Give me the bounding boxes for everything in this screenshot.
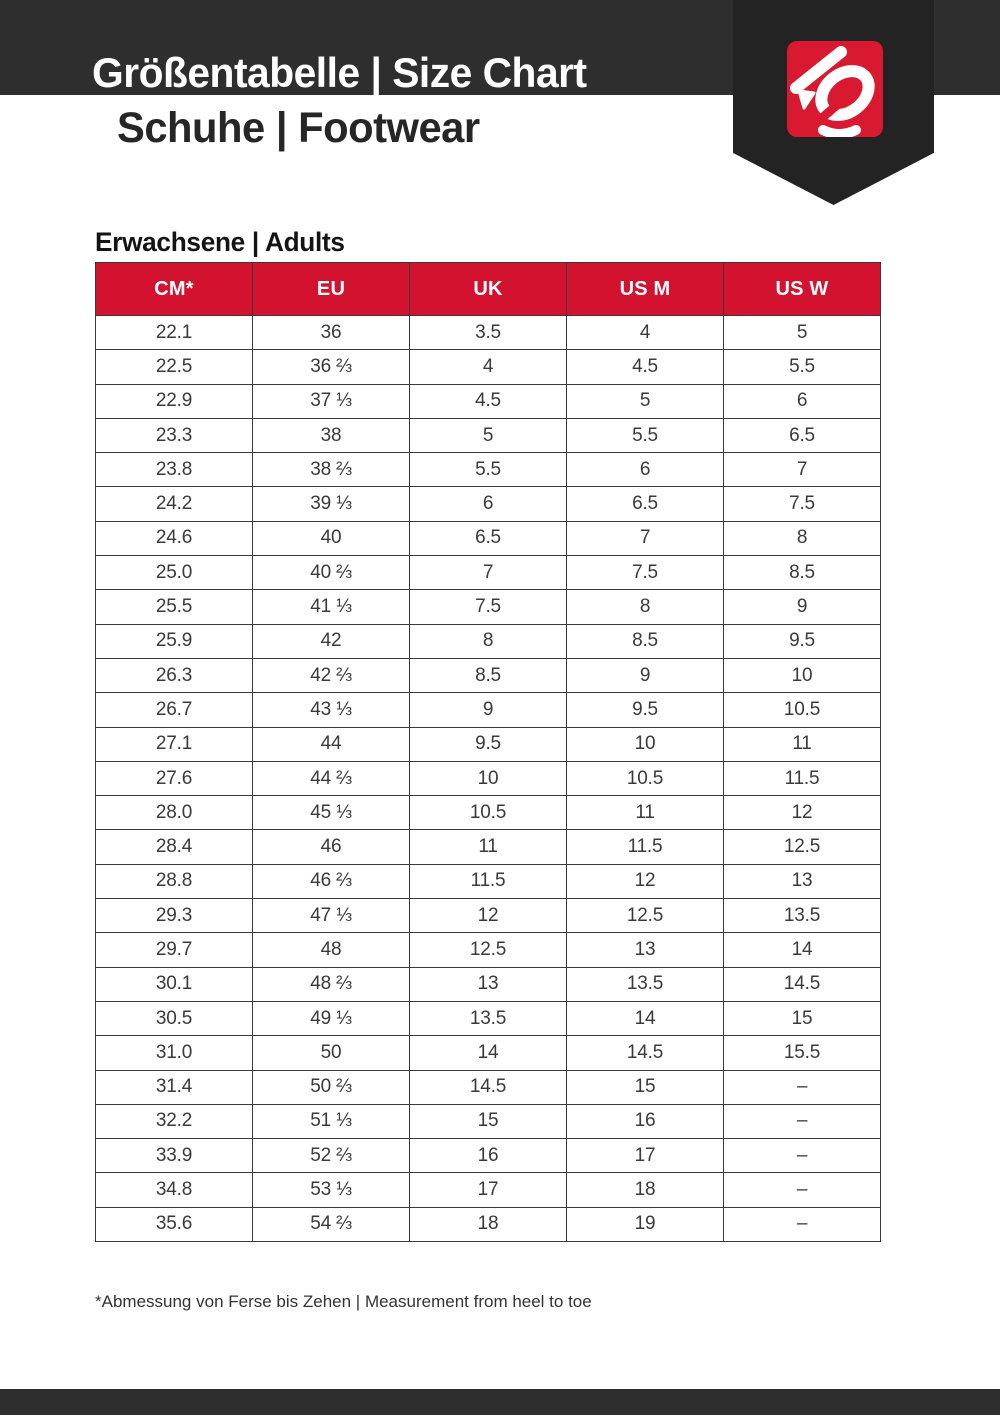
page-title: Größentabelle | Size Chart	[92, 49, 587, 96]
table-row	[96, 796, 881, 830]
size-cell: 39 ⅓	[253, 487, 410, 521]
size-cell: 8	[567, 590, 724, 624]
size-cell: 11	[724, 727, 881, 761]
table-row	[96, 453, 881, 487]
size-cell: 6	[410, 487, 567, 521]
size-cell: 5	[410, 418, 567, 452]
size-cell: 11.5	[567, 830, 724, 864]
size-cell: 13	[410, 967, 567, 1001]
size-cell: –	[724, 1070, 881, 1104]
size-cell: 23.8	[96, 453, 253, 487]
size-cell: 12	[410, 899, 567, 933]
size-cell: 53 ⅓	[253, 1173, 410, 1207]
table-row	[96, 899, 881, 933]
size-cell: 5.5	[410, 453, 567, 487]
size-cell: 10.5	[724, 693, 881, 727]
size-cell: 9.5	[410, 727, 567, 761]
size-cell: 49 ⅓	[253, 1001, 410, 1035]
size-cell: 10.5	[567, 761, 724, 795]
table-row	[96, 1104, 881, 1138]
size-cell: 9	[724, 590, 881, 624]
size-cell: 6.5	[410, 521, 567, 555]
size-cell: 31.0	[96, 1036, 253, 1070]
size-cell: 40	[253, 521, 410, 555]
size-cell: 22.5	[96, 350, 253, 384]
size-table-head	[96, 263, 881, 316]
size-cell: 15	[410, 1104, 567, 1138]
column-header-uk: UK	[410, 263, 567, 316]
size-cell: 45 ⅓	[253, 796, 410, 830]
size-cell: 10.5	[410, 796, 567, 830]
size-cell: 9.5	[724, 624, 881, 658]
size-cell: 15.5	[724, 1036, 881, 1070]
size-cell: 15	[724, 1001, 881, 1035]
size-cell: 38 ⅔	[253, 453, 410, 487]
size-cell: 6	[724, 384, 881, 418]
footer-bar	[0, 1389, 1000, 1415]
size-cell: 10	[724, 658, 881, 692]
size-cell: 11.5	[724, 761, 881, 795]
column-header-us-m: US M	[567, 263, 724, 316]
size-cell: 38	[253, 418, 410, 452]
table-row	[96, 658, 881, 692]
size-cell: 42 ⅔	[253, 658, 410, 692]
size-cell: 41 ⅓	[253, 590, 410, 624]
size-cell: 10	[410, 761, 567, 795]
table-row	[96, 384, 881, 418]
table-row	[96, 1139, 881, 1173]
size-cell: 47 ⅓	[253, 899, 410, 933]
size-cell: 5.5	[567, 418, 724, 452]
size-cell: 48 ⅔	[253, 967, 410, 1001]
size-cell: 17	[567, 1139, 724, 1173]
size-cell: 7	[410, 556, 567, 590]
page-subtitle: Schuhe | Footwear	[117, 104, 480, 152]
table-row	[96, 1173, 881, 1207]
table-row	[96, 864, 881, 898]
size-table	[95, 262, 881, 1242]
size-cell: 25.9	[96, 624, 253, 658]
size-cell: 17	[410, 1173, 567, 1207]
size-cell: 36 ⅔	[253, 350, 410, 384]
size-cell: 13.5	[410, 1001, 567, 1035]
size-cell: 37 ⅓	[253, 384, 410, 418]
size-cell: 12.5	[724, 830, 881, 864]
size-cell: 40 ⅔	[253, 556, 410, 590]
footnote: *Abmessung von Ferse bis Zehen | Measurement from heel to toe	[95, 1292, 592, 1311]
size-cell: –	[724, 1104, 881, 1138]
table-row	[96, 624, 881, 658]
size-cell: 46	[253, 830, 410, 864]
size-cell: 8	[724, 521, 881, 555]
size-cell: 13.5	[567, 967, 724, 1001]
table-row	[96, 933, 881, 967]
table-row	[96, 693, 881, 727]
table-row	[96, 418, 881, 452]
size-cell: 18	[567, 1173, 724, 1207]
size-cell: 5	[724, 316, 881, 350]
size-cell: 28.4	[96, 830, 253, 864]
size-cell: 14.5	[410, 1070, 567, 1104]
size-cell: 48	[253, 933, 410, 967]
size-cell: 7	[567, 521, 724, 555]
table-row	[96, 1036, 881, 1070]
size-cell: 29.7	[96, 933, 253, 967]
size-cell: 5.5	[724, 350, 881, 384]
size-cell: 6.5	[567, 487, 724, 521]
size-cell: 8.5	[567, 624, 724, 658]
size-cell: 14.5	[567, 1036, 724, 1070]
size-cell: 23.3	[96, 418, 253, 452]
size-cell: 24.2	[96, 487, 253, 521]
size-cell: 26.7	[96, 693, 253, 727]
table-row	[96, 967, 881, 1001]
size-cell: 11.5	[410, 864, 567, 898]
five-ten-logo-icon	[787, 41, 883, 137]
table-row	[96, 1207, 881, 1241]
size-cell: 5	[567, 384, 724, 418]
size-cell: 15	[567, 1070, 724, 1104]
size-cell: 30.5	[96, 1001, 253, 1035]
size-cell: 44 ⅔	[253, 761, 410, 795]
size-cell: 34.8	[96, 1173, 253, 1207]
size-cell: 24.6	[96, 521, 253, 555]
size-cell: 50	[253, 1036, 410, 1070]
size-cell: 22.9	[96, 384, 253, 418]
size-cell: 12	[567, 864, 724, 898]
size-cell: 51 ⅓	[253, 1104, 410, 1138]
size-cell: 29.3	[96, 899, 253, 933]
size-cell: 50 ⅔	[253, 1070, 410, 1104]
size-cell: 7.5	[724, 487, 881, 521]
size-cell: 12	[724, 796, 881, 830]
table-row	[96, 830, 881, 864]
size-cell: 14	[410, 1036, 567, 1070]
table-row	[96, 521, 881, 555]
size-cell: 13.5	[724, 899, 881, 933]
size-cell: 16	[567, 1104, 724, 1138]
size-cell: 36	[253, 316, 410, 350]
table-row	[96, 590, 881, 624]
size-cell: 9	[567, 658, 724, 692]
size-cell: 22.1	[96, 316, 253, 350]
size-cell: 14	[567, 1001, 724, 1035]
table-row	[96, 1001, 881, 1035]
size-cell: 31.4	[96, 1070, 253, 1104]
size-cell: 7.5	[567, 556, 724, 590]
size-table-body	[96, 316, 881, 1242]
column-header-cm: CM*	[96, 263, 253, 316]
size-cell: 26.3	[96, 658, 253, 692]
size-cell: 3.5	[410, 316, 567, 350]
size-cell: 25.5	[96, 590, 253, 624]
column-header-eu: EU	[253, 263, 410, 316]
size-cell: 8	[410, 624, 567, 658]
table-row	[96, 556, 881, 590]
size-cell: 7	[724, 453, 881, 487]
size-cell: 6	[567, 453, 724, 487]
size-cell: 28.0	[96, 796, 253, 830]
size-cell: 27.6	[96, 761, 253, 795]
size-cell: 6.5	[724, 418, 881, 452]
size-cell: 14.5	[724, 967, 881, 1001]
size-cell: 4	[567, 316, 724, 350]
size-cell: 10	[567, 727, 724, 761]
table-row	[96, 727, 881, 761]
size-cell: 8.5	[410, 658, 567, 692]
size-cell: 46 ⅔	[253, 864, 410, 898]
size-cell: –	[724, 1139, 881, 1173]
size-cell: 9	[410, 693, 567, 727]
size-cell: –	[724, 1173, 881, 1207]
size-cell: 16	[410, 1139, 567, 1173]
size-cell: 44	[253, 727, 410, 761]
size-cell: 35.6	[96, 1207, 253, 1241]
size-cell: 12.5	[567, 899, 724, 933]
size-cell: 4.5	[567, 350, 724, 384]
size-cell: 18	[410, 1207, 567, 1241]
table-row	[96, 1070, 881, 1104]
size-cell: 33.9	[96, 1139, 253, 1173]
size-table-header-row	[96, 263, 881, 316]
section-title: Erwachsene | Adults	[95, 227, 345, 257]
size-cell: 30.1	[96, 967, 253, 1001]
size-cell: 28.8	[96, 864, 253, 898]
size-cell: 32.2	[96, 1104, 253, 1138]
size-cell: 12.5	[410, 933, 567, 967]
table-row	[96, 316, 881, 350]
size-cell: 9.5	[567, 693, 724, 727]
size-cell: 7.5	[410, 590, 567, 624]
size-cell: 4.5	[410, 384, 567, 418]
size-cell: 27.1	[96, 727, 253, 761]
table-row	[96, 487, 881, 521]
size-cell: 13	[724, 864, 881, 898]
table-row	[96, 761, 881, 795]
size-cell: 11	[410, 830, 567, 864]
size-cell: 13	[567, 933, 724, 967]
table-row	[96, 350, 881, 384]
size-cell: 14	[724, 933, 881, 967]
size-cell: 54 ⅔	[253, 1207, 410, 1241]
size-cell: 19	[567, 1207, 724, 1241]
size-cell: 43 ⅓	[253, 693, 410, 727]
size-cell: –	[724, 1207, 881, 1241]
column-header-us-w: US W	[724, 263, 881, 316]
size-cell: 42	[253, 624, 410, 658]
size-cell: 52 ⅔	[253, 1139, 410, 1173]
size-cell: 8.5	[724, 556, 881, 590]
size-cell: 11	[567, 796, 724, 830]
size-cell: 25.0	[96, 556, 253, 590]
size-cell: 4	[410, 350, 567, 384]
